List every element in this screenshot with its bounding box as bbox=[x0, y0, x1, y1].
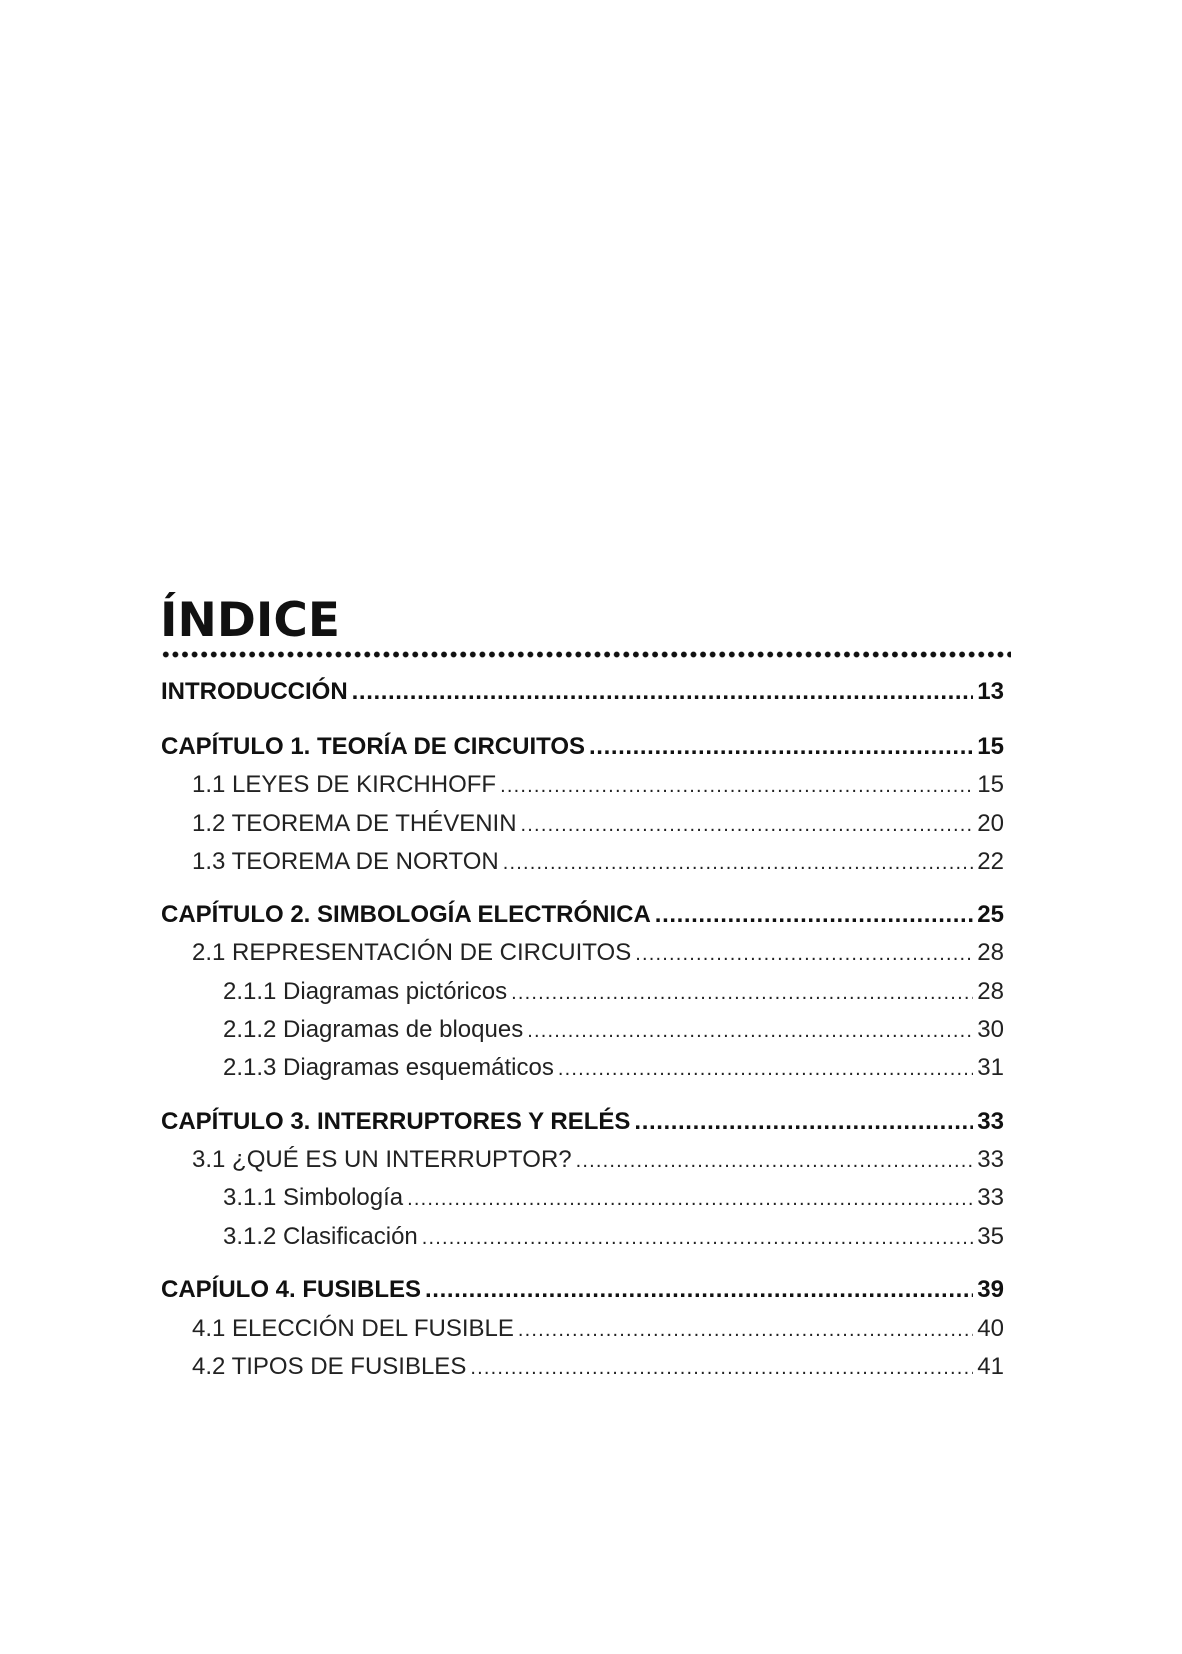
toc-page-number: 30 bbox=[977, 1016, 1004, 1043]
toc-entry-label: 2.1.2 Diagramas de bloques bbox=[223, 1016, 524, 1043]
toc-page-number: 15 bbox=[977, 771, 1004, 798]
toc-entry-3-1-1[interactable] bbox=[223, 1180, 1004, 1216]
toc-page-number: 13 bbox=[977, 678, 1004, 705]
toc-entry-label: CAPÍTULO 2. SIMBOLOGÍA ELECTRÓNICA bbox=[161, 901, 651, 928]
toc-entry-2-1-2[interactable] bbox=[223, 1012, 1004, 1048]
toc-entry-label: 1.1 LEYES DE KIRCHHOFF bbox=[192, 771, 497, 798]
toc-dot-leader bbox=[634, 1104, 973, 1140]
toc-entry-1-1[interactable] bbox=[192, 767, 1004, 803]
toc-dot-leader bbox=[635, 936, 973, 972]
toc-page-number: 39 bbox=[977, 1276, 1004, 1303]
toc-entry-1-2[interactable] bbox=[192, 806, 1004, 842]
toc-dot-leader bbox=[425, 1272, 973, 1308]
toc-entry-label: 4.2 TIPOS DE FUSIBLES bbox=[192, 1353, 467, 1380]
toc-page-number: 33 bbox=[977, 1146, 1004, 1173]
toc-page-number: 40 bbox=[977, 1315, 1004, 1342]
toc-dot-leader bbox=[527, 1013, 973, 1049]
toc-entry-label: 4.1 ELECCIÓN DEL FUSIBLE bbox=[192, 1315, 514, 1342]
toc-page-number: 28 bbox=[977, 978, 1004, 1005]
toc-entry-3-1[interactable] bbox=[192, 1142, 1004, 1178]
toc-entry-1-3[interactable] bbox=[192, 844, 1004, 880]
toc-dot-leader bbox=[470, 1350, 973, 1386]
toc-entry-4-1[interactable] bbox=[192, 1311, 1004, 1347]
toc-page-number: 41 bbox=[977, 1353, 1004, 1380]
toc-dot-leader bbox=[503, 845, 974, 881]
toc-entry-capitulo-2[interactable] bbox=[161, 897, 1004, 933]
toc-entry-label: INTRODUCCIÓN bbox=[161, 678, 348, 705]
toc-dot-leader bbox=[521, 807, 974, 843]
toc-dot-leader bbox=[352, 674, 974, 710]
toc-page-number: 25 bbox=[977, 901, 1004, 928]
toc-entry-introduccion[interactable] bbox=[161, 674, 1004, 710]
toc-entry-label: 3.1.1 Simbología bbox=[223, 1184, 404, 1211]
toc-dot-leader bbox=[518, 1312, 973, 1348]
toc-entry-label: 3.1.2 Clasificación bbox=[223, 1223, 418, 1250]
toc-entry-label: 2.1.1 Diagramas pictóricos bbox=[223, 978, 508, 1005]
toc-entry-label: CAPÍTULO 1. TEORÍA DE CIRCUITOS bbox=[161, 733, 586, 760]
toc-page-number: 15 bbox=[977, 733, 1004, 760]
toc-page-number: 33 bbox=[977, 1184, 1004, 1211]
toc-entry-capitulo-1[interactable] bbox=[161, 729, 1004, 765]
toc-entry-label: 1.2 TEOREMA DE THÉVENIN bbox=[192, 810, 517, 837]
toc-entry-label: 2.1.3 Diagramas esquemáticos bbox=[223, 1054, 554, 1081]
toc-dot-leader bbox=[407, 1181, 973, 1217]
toc-page-number: 20 bbox=[977, 810, 1004, 837]
toc-entry-4-2[interactable] bbox=[192, 1349, 1004, 1385]
toc-page-number: 22 bbox=[977, 848, 1004, 875]
toc-dot-leader bbox=[576, 1143, 974, 1179]
toc-dot-leader bbox=[589, 729, 973, 765]
toc-entry-label: CAPÍTULO 3. INTERRUPTORES Y RELÉS bbox=[161, 1108, 631, 1135]
toc-page-number: 35 bbox=[977, 1223, 1004, 1250]
toc-page-number: 33 bbox=[977, 1108, 1004, 1135]
toc-entry-2-1-3[interactable] bbox=[223, 1050, 1004, 1086]
toc-entry-capitulo-3[interactable] bbox=[161, 1104, 1004, 1140]
toc-entry-label: 2.1 REPRESENTACIÓN DE CIRCUITOS bbox=[192, 939, 632, 966]
toc-entry-label: 1.3 TEOREMA DE NORTON bbox=[192, 848, 499, 875]
toc-dot-leader bbox=[511, 975, 973, 1011]
page-title: ÍNDICE bbox=[160, 593, 340, 648]
toc-entry-label: 3.1 ¿QUÉ ES UN INTERRUPTOR? bbox=[192, 1146, 572, 1173]
toc-page-number: 28 bbox=[977, 939, 1004, 966]
toc-dot-leader bbox=[500, 768, 973, 804]
toc-dot-leader bbox=[422, 1220, 974, 1256]
toc-entry-2-1[interactable] bbox=[192, 935, 1004, 971]
toc-dot-leader bbox=[655, 897, 974, 933]
toc-page-number: 31 bbox=[977, 1054, 1004, 1081]
toc-entry-capitulo-4[interactable] bbox=[161, 1272, 1004, 1308]
toc-entry-3-1-2[interactable] bbox=[223, 1219, 1004, 1255]
toc-entry-label: CAPÍULO 4. FUSIBLES bbox=[161, 1276, 422, 1303]
toc-dot-leader bbox=[558, 1051, 973, 1087]
toc-entry-2-1-1[interactable] bbox=[223, 974, 1004, 1010]
